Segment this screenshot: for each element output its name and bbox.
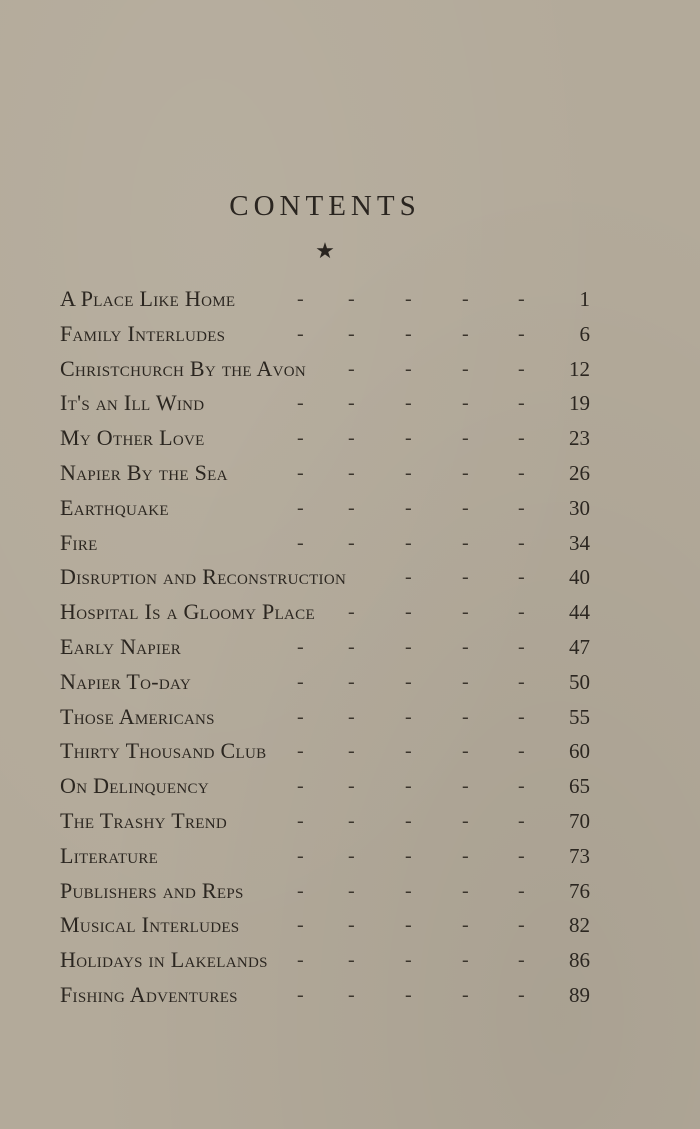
- leader-dash: -: [348, 601, 355, 624]
- toc-entry-page-number: 23: [569, 426, 590, 451]
- toc-entry: [60, 978, 590, 1013]
- leader-dash: -: [462, 775, 469, 798]
- leader-dash: -: [518, 914, 525, 937]
- toc-entry-title: Napier By the Sea: [60, 459, 228, 485]
- toc-entry: [60, 874, 590, 909]
- leader-dash: -: [348, 392, 355, 415]
- toc-entry: [60, 908, 590, 943]
- leader-dash: -: [462, 461, 469, 484]
- toc-entry: [60, 734, 590, 769]
- toc-entry-title: Disruption and Reconstruction: [60, 564, 347, 590]
- leader-dash: -: [518, 775, 525, 798]
- toc-entry-title: My Other Love: [60, 425, 205, 451]
- leader-dash: -: [462, 635, 469, 658]
- toc-entry-title: It's an Ill Wind: [60, 390, 205, 416]
- toc-entry-title: A Place Like Home: [60, 286, 236, 311]
- leader-dash: -: [462, 914, 469, 937]
- leader-dash: -: [518, 427, 525, 450]
- leader-dash: -: [348, 844, 355, 867]
- leader-dash: -: [518, 601, 525, 624]
- leader-dash: -: [518, 949, 525, 972]
- table-of-contents: [60, 282, 590, 1013]
- leader-dash: -: [462, 844, 469, 867]
- leader-dash: -: [405, 392, 412, 415]
- leader-dash: -: [405, 635, 412, 658]
- toc-entry: [60, 560, 590, 595]
- leader-dash: -: [297, 288, 304, 310]
- toc-entry: [60, 456, 590, 491]
- leader-dash: -: [462, 705, 469, 728]
- leader-dash: -: [518, 844, 525, 867]
- toc-entry-page-number: 82: [569, 913, 590, 938]
- leader-dash: -: [348, 705, 355, 728]
- leader-dash: -: [405, 914, 412, 937]
- toc-entry-title: Family Interludes: [60, 320, 226, 346]
- leader-dash: -: [518, 322, 525, 345]
- leader-dash: -: [462, 566, 469, 589]
- leader-dash: -: [297, 322, 304, 345]
- leader-dash: -: [462, 531, 469, 554]
- leader-dash: -: [405, 844, 412, 867]
- leader-dash: -: [348, 775, 355, 798]
- toc-entry-title: Publishers and Reps: [60, 877, 244, 903]
- leader-dash: -: [348, 461, 355, 484]
- toc-entry-page-number: 86: [569, 948, 590, 973]
- leader-dash: -: [405, 496, 412, 519]
- leader-dash: -: [405, 427, 412, 450]
- toc-entry: [60, 700, 590, 735]
- toc-entry-title: Fishing Adventures: [60, 981, 238, 1007]
- toc-entry: [60, 595, 590, 630]
- leader-dash: -: [462, 949, 469, 972]
- toc-entry: [60, 804, 590, 839]
- toc-entry-page-number: 73: [569, 843, 590, 868]
- leader-dash: -: [348, 949, 355, 972]
- leader-dash: -: [297, 949, 304, 972]
- toc-entry-title: Hospital Is a Gloomy Place: [60, 599, 315, 625]
- leader-dash: -: [405, 983, 412, 1006]
- leader-dash: -: [518, 670, 525, 693]
- leader-dash: -: [348, 427, 355, 450]
- leader-dash: -: [405, 461, 412, 484]
- leader-dash: -: [462, 357, 469, 380]
- leader-dash: -: [518, 635, 525, 658]
- toc-entry-page-number: 19: [569, 391, 590, 416]
- toc-entry-page-number: 40: [569, 565, 590, 590]
- leader-dash: -: [297, 983, 304, 1006]
- toc-entry-page-number: 26: [569, 460, 590, 485]
- leader-dash: -: [297, 775, 304, 798]
- leader-dash: -: [348, 740, 355, 763]
- toc-entry: [60, 665, 590, 700]
- leader-dash: -: [518, 566, 525, 589]
- toc-entry-page-number: 89: [569, 982, 590, 1007]
- toc-entry-page-number: 47: [569, 634, 590, 659]
- toc-entry-title: Those Americans: [60, 703, 215, 729]
- leader-dash: -: [297, 496, 304, 519]
- toc-entry-title: The Trashy Trend: [60, 807, 227, 833]
- leader-dash: -: [297, 740, 304, 763]
- leader-dash: -: [405, 705, 412, 728]
- leader-dash: -: [405, 949, 412, 972]
- leader-dash: -: [518, 879, 525, 902]
- leader-dash: -: [297, 879, 304, 902]
- leader-dash: -: [297, 461, 304, 484]
- toc-entry-page-number: 34: [569, 530, 590, 555]
- leader-dash: -: [348, 322, 355, 345]
- toc-entry-page-number: 76: [569, 878, 590, 903]
- toc-entry: [60, 491, 590, 526]
- leader-dash: -: [348, 914, 355, 937]
- leader-dash: -: [462, 601, 469, 624]
- leader-dash: -: [348, 670, 355, 693]
- leader-dash: -: [297, 635, 304, 658]
- star-ornament-icon: ★: [315, 238, 335, 263]
- leader-dash: -: [405, 809, 412, 832]
- toc-entry-title: Holidays in Lakelands: [60, 947, 268, 973]
- leader-dash: -: [405, 288, 412, 310]
- toc-entry-page-number: 55: [569, 704, 590, 729]
- toc-entry-page-number: 6: [579, 321, 590, 346]
- toc-entry: [60, 630, 590, 665]
- leader-dash: -: [405, 670, 412, 693]
- leader-dash: -: [462, 288, 469, 310]
- toc-entry-page-number: 44: [569, 600, 590, 625]
- leader-dash: -: [297, 670, 304, 693]
- leader-dash: -: [462, 809, 469, 832]
- toc-entry: [60, 317, 590, 352]
- leader-dash: -: [518, 496, 525, 519]
- leader-dash: -: [297, 705, 304, 728]
- leader-dash: -: [518, 357, 525, 380]
- leader-dash: -: [348, 496, 355, 519]
- leader-dash: -: [518, 705, 525, 728]
- leader-dash: -: [405, 601, 412, 624]
- leader-dash: -: [297, 914, 304, 937]
- leader-dash: -: [348, 809, 355, 832]
- leader-dash: -: [405, 740, 412, 763]
- leader-dash: -: [348, 288, 355, 310]
- toc-entry-title: Fire: [60, 529, 98, 555]
- leader-dash: -: [405, 775, 412, 798]
- leader-dash: -: [518, 983, 525, 1006]
- toc-entry-page-number: 1: [579, 287, 590, 311]
- leader-dash: -: [462, 670, 469, 693]
- leader-dash: -: [297, 531, 304, 554]
- toc-entry: [60, 839, 590, 874]
- leader-dash: -: [518, 461, 525, 484]
- leader-dash: -: [348, 879, 355, 902]
- toc-entry-page-number: 12: [569, 356, 590, 381]
- toc-entry-title: Early Napier: [60, 633, 182, 659]
- toc-entry: [60, 282, 590, 317]
- leader-dash: -: [297, 392, 304, 415]
- leader-dash: -: [405, 879, 412, 902]
- leader-dash: -: [518, 531, 525, 554]
- toc-entry-page-number: 65: [569, 774, 590, 799]
- leader-dash: -: [405, 357, 412, 380]
- leader-dash: -: [348, 531, 355, 554]
- leader-dash: -: [348, 357, 355, 380]
- toc-entry-title: Napier To-day: [60, 668, 191, 694]
- toc-entry: [60, 943, 590, 978]
- toc-entry: [60, 386, 590, 421]
- leader-dash: -: [518, 809, 525, 832]
- leader-dash: -: [518, 392, 525, 415]
- toc-entry-title: Musical Interludes: [60, 912, 240, 938]
- toc-entry-page-number: 50: [569, 669, 590, 694]
- leader-dash: -: [462, 392, 469, 415]
- toc-entry-title: Literature: [60, 842, 159, 868]
- leader-dash: -: [297, 844, 304, 867]
- leader-dash: -: [462, 879, 469, 902]
- toc-entry: [60, 352, 590, 387]
- leader-dash: -: [405, 531, 412, 554]
- toc-entry-title: Earthquake: [60, 494, 169, 520]
- leader-dash: -: [462, 740, 469, 763]
- page-title: CONTENTS: [229, 190, 421, 222]
- leader-dash: -: [297, 427, 304, 450]
- leader-dash: -: [348, 983, 355, 1006]
- leader-dash: -: [462, 322, 469, 345]
- toc-entry-title: Thirty Thousand Club: [60, 738, 267, 764]
- leader-dash: -: [348, 635, 355, 658]
- leader-dash: -: [462, 427, 469, 450]
- leader-dashes: [60, 526, 590, 561]
- toc-entry-page-number: 70: [569, 808, 590, 833]
- toc-entry-page-number: 60: [569, 739, 590, 764]
- leader-dash: -: [297, 809, 304, 832]
- toc-entry: [60, 421, 590, 456]
- leader-dash: -: [405, 322, 412, 345]
- toc-entry: [60, 769, 590, 804]
- toc-entry-title: On Delinquency: [60, 773, 209, 799]
- toc-entry-page-number: 30: [569, 495, 590, 520]
- toc-entry-title: Christchurch By the Avon: [60, 355, 307, 381]
- toc-entry: [60, 526, 590, 561]
- leader-dash: -: [405, 566, 412, 589]
- leader-dash: -: [462, 496, 469, 519]
- leader-dash: -: [518, 288, 525, 310]
- leader-dash: -: [462, 983, 469, 1006]
- leader-dash: -: [518, 740, 525, 763]
